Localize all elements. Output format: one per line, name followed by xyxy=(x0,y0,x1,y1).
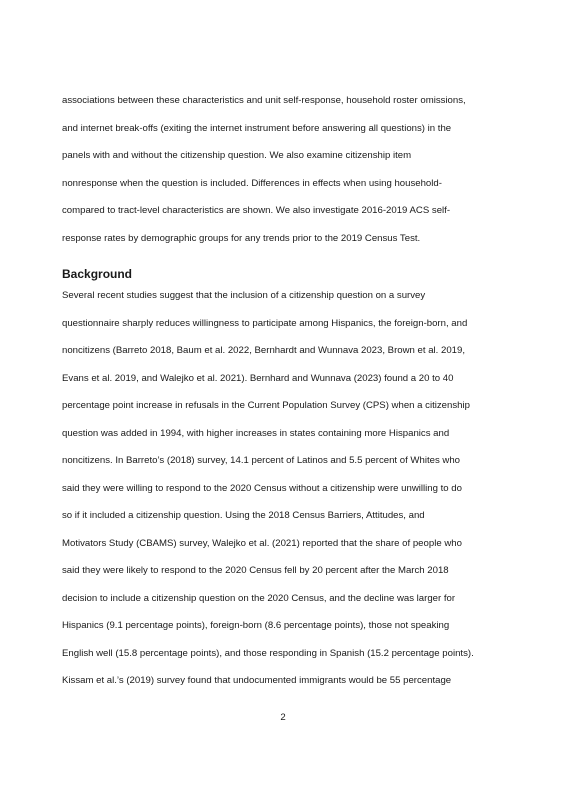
paragraph-line: Evans et al. 2019, and Walejko et al. 2021). Bernhard and Wunnava (2023) found a 20 to 40 xyxy=(62,372,454,384)
paragraph-line: noncitizens (Barreto 2018, Baum et al. 2022, Bernhardt and Wunnava 2023, Brown et al. 2019, xyxy=(62,345,466,356)
paragraph-line: said they were willing to respond to the 2020 Census without a citizenship were unwilling to do xyxy=(62,482,462,494)
section-heading: Background xyxy=(62,267,133,281)
paragraph-line: questionnaire sharply reduces willingness to participate among Hispanics, the foreign-born, and xyxy=(62,317,468,329)
paragraph-line: Kissam et al.’s (2019) survey found that undocumented immigrants would be 55 percentage xyxy=(62,675,452,686)
paragraph-line: Several recent studies suggest that the inclusion of a citizenship question on a survey xyxy=(62,290,426,301)
paragraph-line: so if it included a citizenship question. Using the 2018 Census Barriers, Attitudes, and xyxy=(62,510,425,521)
paragraph-line: percentage point increase in refusals in the Current Population Survey (CPS) when a citizenship xyxy=(62,400,470,411)
paragraph-line: decision to include a citizenship question on the 2020 Census, and the decline was larger for xyxy=(62,592,456,604)
paragraph-line: said they were likely to respond to the 2020 Census fell by 20 percent after the March 2018 xyxy=(62,565,449,576)
paragraph-line: noncitizens. In Barreto’s (2018) survey, 14.1 percent of Latinos and 5.5 percent of Whites who xyxy=(62,455,461,466)
page-number: 2 xyxy=(280,712,286,723)
paragraph-line: Motivators Study (CBAMS) survey, Walejko et al. (2021) reported that the share of people who xyxy=(62,537,462,549)
paragraph-line: English well (15.8 percentage points), and those responding in Spanish (15.2 percentage points). xyxy=(62,647,474,659)
paragraph-line: response rates by demographic groups for any trends prior to the 2019 Census Test. xyxy=(62,232,421,244)
paragraph-line: associations between these characteristics and unit self-response, household roster omissions, xyxy=(62,95,466,106)
paragraph-line: panels with and without the citizenship question. We also examine citizenship item xyxy=(62,150,412,161)
paragraph-line: nonresponse when the question is included. Differences in effects when using household- xyxy=(62,177,442,189)
paragraph-line: compared to tract-level characteristics are shown. We also investigate 2016-2019 ACS self- xyxy=(62,205,451,216)
paragraph-line: and internet break-offs (exiting the internet instrument before answering all questions) in the xyxy=(62,122,452,134)
paragraph-line: Hispanics (9.1 percentage points), foreign-born (8.6 percentage points), those not speaking xyxy=(62,620,450,631)
paragraph-line: question was added in 1994, with higher increases in states containing more Hispanics and xyxy=(62,427,450,439)
